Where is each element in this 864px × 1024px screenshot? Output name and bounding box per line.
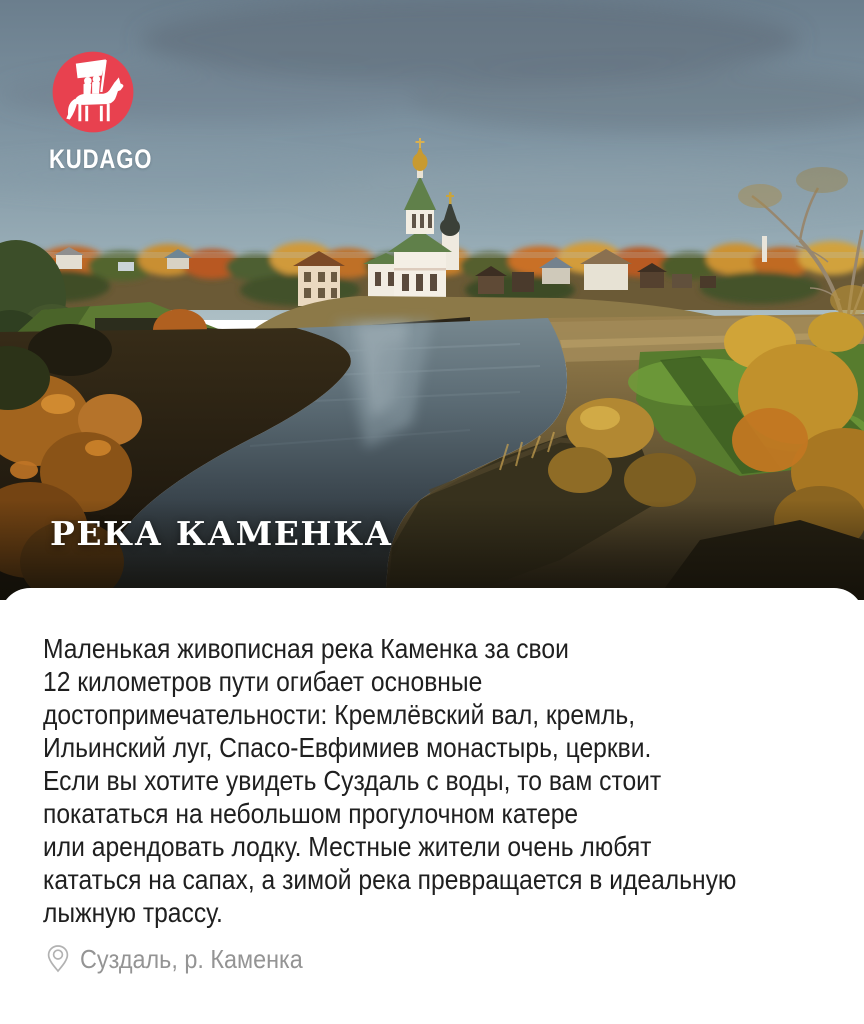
- location-label: Суздаль, р. Каменка: [80, 944, 303, 974]
- body-text-line: лыжную трассу.: [43, 897, 223, 928]
- description-text: [43, 632, 831, 929]
- body-text-line: Если вы хотите увидеть Суздаль с воды, то вам стоит: [43, 765, 662, 796]
- description-card: [0, 588, 864, 1024]
- location-pin-icon: [46, 944, 70, 974]
- photo-title: РЕКА КАМЕНКА: [50, 514, 394, 553]
- brand-wordmark: KUDAGO: [49, 144, 153, 174]
- body-text-line: Маленькая живописная река Каменка за свои: [43, 633, 569, 664]
- kudago-logo: [50, 49, 136, 135]
- location-row: [46, 944, 328, 974]
- body-text-line: 12 километров пути огибает основные: [43, 666, 483, 697]
- body-text-line: Ильинский луг, Спасо-Евфимиев монастырь, церкви.: [43, 732, 652, 763]
- body-text-line: достопримечательности: Кремлёвский вал, кремль,: [43, 699, 636, 730]
- body-text-line: кататься на сапах, а зимой река превращается в идеальную: [43, 864, 737, 895]
- horseman-flag-icon: [50, 49, 136, 135]
- body-text-line: или арендовать лодку. Местные жители очень любят: [43, 831, 652, 862]
- body-text-line: покататься на небольшом прогулочном катере: [43, 798, 579, 829]
